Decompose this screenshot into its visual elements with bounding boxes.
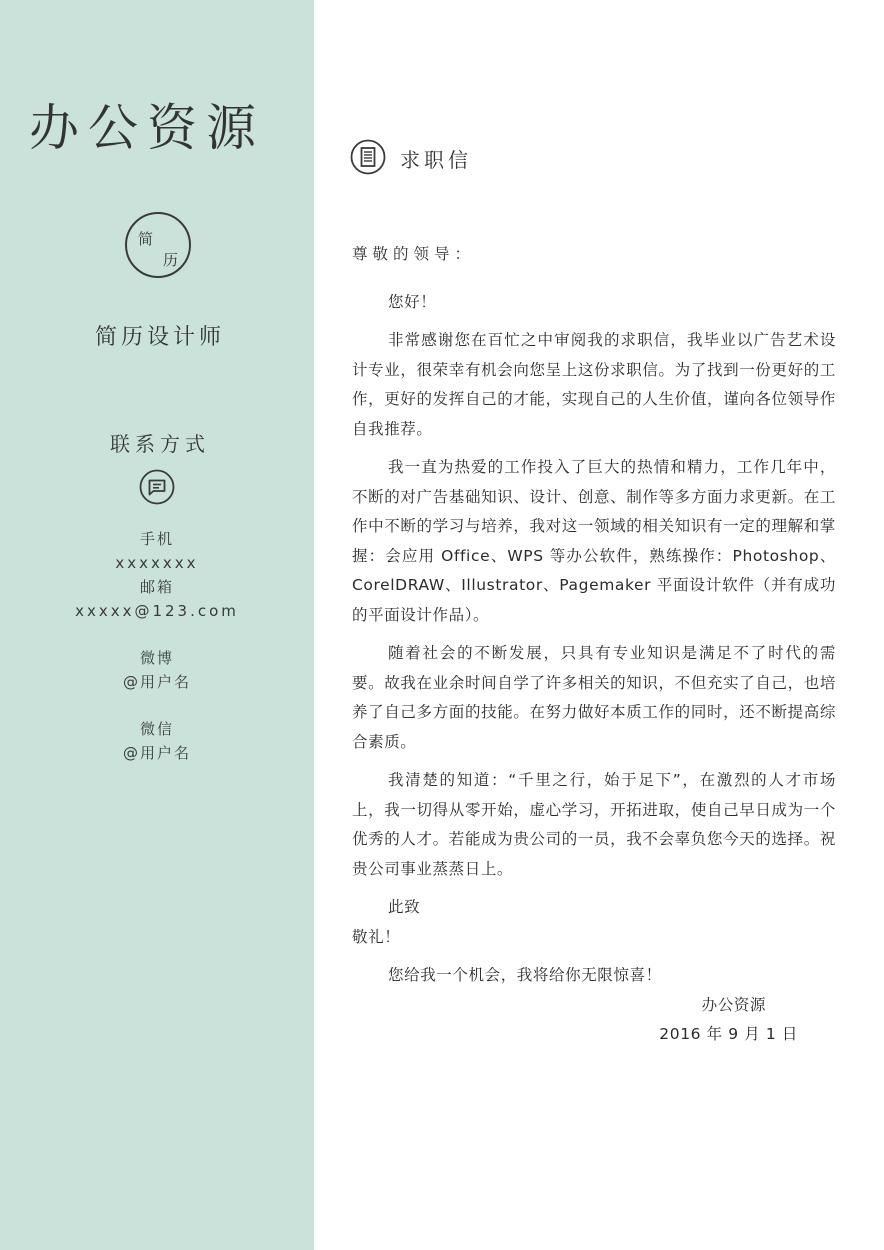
contact-list <box>0 527 314 765</box>
wechat-label: 微信 <box>139 720 174 738</box>
badge-char-1: 简 <box>138 230 154 248</box>
letter-paragraph: 我一直为热爱的工作投入了巨大的热情和精力，工作几年中，不断的对广告基础知识、设计、创意、制作等多方面力求更新。在工作中不断的学习与培养，我对这一领域的相关知识有一定的理解和掌握：会应用 Office、WPS 等办公软件，熟练操作：Photoshop、CorelDRAW、Illustrator、Pagemaker 平面设计软件（并有成功的平面设计作品）。 <box>352 458 836 624</box>
letter-wish: 您给我一个机会，我将给你无限惊喜！ <box>388 966 662 984</box>
weibo-label: 微博 <box>139 649 174 667</box>
letter-paragraph: 我清楚的知道：“千里之行，始于足下”，在激烈的人才市场上，我一切得从零开始，虚心学习，开拓进取，使自己早日成为一个优秀的人才。若能成为贵公司的一员，我不会辜负您今天的选择。祝贵公司事业蒸蒸日上。 <box>352 771 836 878</box>
main-content <box>314 0 884 1250</box>
document-icon <box>350 139 386 175</box>
letter-paragraph: 非常感谢您在百忙之中审阅我的求职信，我毕业以广告艺术设计专业，很荣幸有机会向您呈上这份求职信。为了找到一份更好的工作，更好的发挥自己的才能，实现自己的人生价值，谨向各位领导作自我推荐。 <box>352 331 836 438</box>
letter-signature: 办公资源 <box>701 995 766 1014</box>
letter-closing-2: 敬礼！ <box>352 927 401 946</box>
brand-title: 办公资源 <box>29 99 265 157</box>
resume-badge <box>125 212 191 278</box>
chat-bubble-icon <box>139 469 175 505</box>
letter-greeting: 您好！ <box>388 292 437 311</box>
letter-paragraph: 随着社会的不断发展，只具有专业知识是满足不了时代的需要。故我在业余时间自学了许多相关的知识，不但充实了自己，也培养了自己多方面的技能。在努力做好本质工作的同时，还不断提高综合素质。 <box>352 644 836 751</box>
role-title: 简历设计师 <box>94 325 225 350</box>
contact-heading: 联系方式 <box>110 432 210 456</box>
letter-closing-1: 此致 <box>388 898 421 916</box>
letter-salutation: 尊敬的领导： <box>352 245 476 263</box>
phone-value: xxxxxxx <box>115 554 199 572</box>
letter-date: 2016 年 9 月 1 日 <box>659 1025 798 1043</box>
cover-letter <box>352 240 836 1050</box>
badge-char-2: 历 <box>163 251 179 269</box>
phone-label: 手机 <box>139 530 174 548</box>
section-title: 求职信 <box>400 148 472 172</box>
email-label: 邮箱 <box>139 578 174 596</box>
sidebar <box>0 0 314 1250</box>
email-value: xxxxx@123.com <box>75 602 239 620</box>
weibo-value: @用户名 <box>122 673 191 691</box>
wechat-value: @用户名 <box>122 744 191 762</box>
